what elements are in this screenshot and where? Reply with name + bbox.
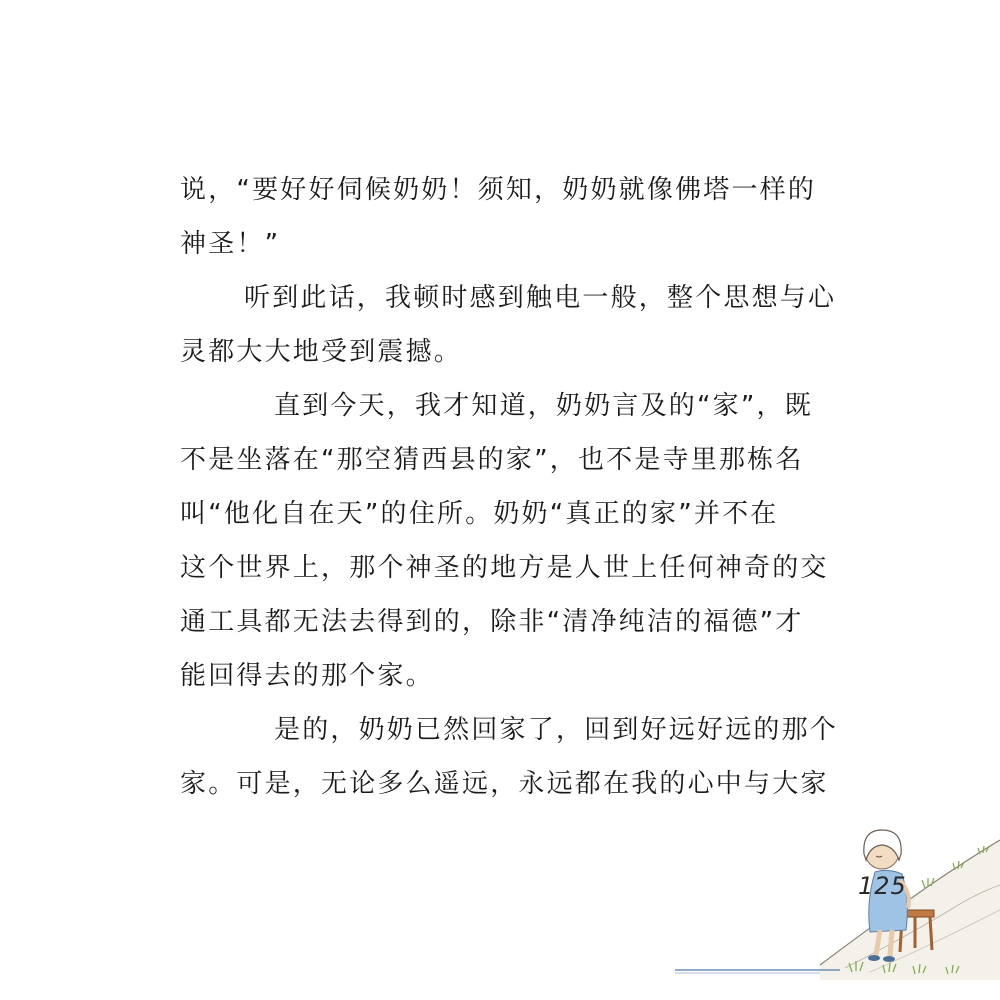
text-line: 神圣！” [180, 229, 281, 259]
text-line: 听到此话，我顿时感到触电一般，整个思想与心 [244, 283, 837, 313]
text-line: 是的，奶奶已然回家了，回到好远好远的那个 [274, 715, 839, 745]
text-line: 灵都大大地受到震撼。 [180, 337, 463, 367]
text-line: 不是坐落在“那空猜西县的家”，也不是寺里那栋名 [180, 445, 804, 475]
text-line: 能回得去的那个家。 [180, 661, 434, 691]
text-line: 说，“要好好伺候奶奶！须知，奶奶就像佛塔一样的 [180, 175, 817, 205]
girl-on-stool-illustration [670, 790, 1000, 980]
text-line: 直到今天，我才知道，奶奶言及的“家”，既 [274, 391, 813, 421]
text-line: 通工具都无法去得到的，除非“清净纯洁的福德”才 [180, 607, 804, 637]
text-line: 家。可是，无论多么遥远，永远都在我的心中与大家 [180, 769, 829, 799]
text-line: 这个世界上，那个神圣的地方是人世上任何神奇的交 [180, 553, 829, 583]
body-text [180, 163, 880, 811]
page-number: 125 [858, 872, 907, 900]
text-line: 叫“他化自在天”的住所。奶奶“真正的家”并不在 [180, 499, 779, 529]
